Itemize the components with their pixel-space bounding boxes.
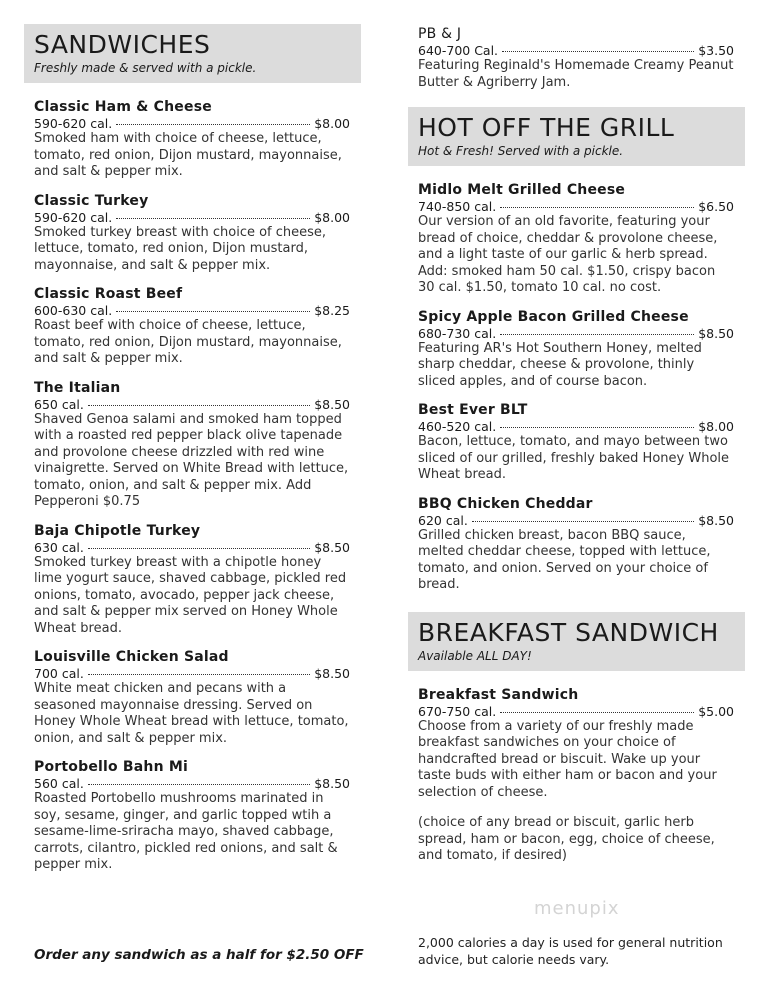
item-name: BBQ Chicken Cheddar (418, 495, 593, 512)
item-name: Breakfast Sandwich (418, 686, 579, 703)
item-description: Featuring AR's Hot Southern Honey, melted sharp cheddar, cheese & provolone, thinly sliced apples, and of course bacon. (418, 340, 702, 389)
menu-item-classic-turkey (34, 193, 350, 275)
item-calories: 620 cal. (418, 512, 468, 528)
item-name: Best Ever BLT (418, 402, 528, 418)
item-calories: 460-520 cal. (418, 419, 497, 434)
item-name: Classic Roast Beef (34, 286, 183, 302)
item-price: $5.00 (698, 703, 734, 719)
menu-item-baja-chipotle-turkey (34, 523, 350, 638)
section-title: BREAKFAST SANDWICH (418, 617, 719, 647)
item-calories: 740-850 cal. (418, 199, 497, 214)
item-price: $8.50 (698, 512, 734, 528)
item-calories: 560 cal. (34, 776, 84, 791)
item-name: Portobello Bahn Mi (34, 759, 188, 775)
watermark: menupix (534, 898, 620, 919)
menu-item-bbq-chicken-cheddar (418, 496, 734, 594)
item-name: Spicy Apple Bacon Grilled Cheese (418, 308, 689, 325)
nutrition-disclaimer: 2,000 calories a day is used for general nutrition advice, but calorie needs vary. (418, 935, 723, 967)
menu-item-louisville-chicken-salad (34, 649, 350, 747)
leader-dots (88, 784, 310, 785)
item-description: Bacon, lettuce, tomato, and mayo between two sliced of our grilled, freshly baked Honey Whole Wheat bread. (418, 434, 730, 482)
item-price: $8.00 (698, 419, 734, 434)
item-calories: 650 cal. (34, 396, 84, 412)
section-title: HOT OFF THE GRILL (418, 113, 675, 142)
leader-dots (116, 218, 310, 219)
breakfast-banner (408, 612, 745, 671)
menu-item-portobello-bahn-mi (34, 759, 350, 874)
item-name: Midlo Melt Grilled Cheese (418, 182, 626, 198)
menu-item-spicy-apple-bacon (418, 309, 734, 391)
item-name: Classic Ham & Cheese (34, 99, 212, 115)
leader-dots (500, 207, 694, 208)
right-column (408, 0, 745, 877)
item-calories: 670-750 cal. (418, 703, 497, 719)
item-description: Featuring Reginald's Homemade Creamy Peanut Butter & Agriberry Jam. (418, 58, 734, 90)
item-calories: 630 cal. (34, 539, 84, 555)
menu-item-classic-roast-beef (34, 286, 350, 368)
menu-item-best-ever-blt (418, 402, 734, 484)
menu-item-midlo-melt (418, 182, 734, 297)
leader-dots (88, 548, 310, 549)
item-name: PB & J (418, 26, 462, 42)
item-price: $8.50 (314, 776, 350, 791)
item-name: The Italian (34, 379, 121, 396)
grill-banner (408, 107, 745, 166)
item-description: Choose from a variety of our freshly made breakfast sandwiches on your choice of handcrafted bread or biscuit. Wake up your taste buds with either ham or bacon and your selection of cheese. (418, 718, 717, 800)
item-price: $8.00 (314, 209, 350, 225)
item-price: $8.50 (314, 539, 350, 555)
item-description: Roast beef with choice of cheese, lettuce, tomato, red onion, Dijon mustard, mayonnaise, and salt & pepper mix. (34, 318, 342, 366)
item-description: Grilled chicken breast, bacon BBQ sauce, melted cheddar cheese, topped with lettuce, tomato, and onion. Served on your choice of bread. (418, 527, 711, 592)
leader-dots (500, 712, 694, 713)
item-name: Louisville Chicken Salad (34, 649, 229, 665)
item-calories: 680-730 cal. (418, 325, 497, 341)
half-sandwich-offer: Order any sandwich as a half for $2.50 OFF (34, 947, 364, 963)
item-description: Smoked turkey breast with choice of cheese, lettuce, tomato, red onion, Dijon mustard, mayonnaise, and salt & pepper mix. (34, 224, 327, 273)
item-description: Smoked ham with choice of cheese, lettuce, tomato, red onion, Dijon mustard, mayonnaise, and salt & pepper mix. (34, 131, 342, 179)
left-column (24, 0, 361, 886)
item-calories: 600-630 cal. (34, 303, 113, 318)
menu-item-the-italian (34, 380, 350, 511)
item-description: Our version of an old favorite, featuring your bread of choice, cheddar & provolone cheese, and a light taste of our garlic & herb spread. Add: smoked ham 50 cal. $1.50, crispy bacon 30 cal. $1.50, tomato 10 cal. no cost. (418, 214, 718, 295)
sandwiches-banner (24, 24, 361, 83)
leader-dots (88, 405, 310, 406)
item-price: $3.50 (698, 43, 734, 58)
leader-dots (502, 51, 694, 52)
leader-dots (116, 311, 310, 312)
item-price: $8.00 (314, 116, 350, 131)
leader-dots (116, 124, 310, 125)
menu-item-breakfast-sandwich (418, 687, 734, 865)
section-subtitle: Available ALL DAY! (418, 648, 532, 663)
item-price: $8.25 (314, 303, 350, 318)
item-name: Classic Turkey (34, 192, 149, 209)
item-description: Roasted Portobello mushrooms marinated in soy, sesame, ginger, and garlic topped wtih a sesame-lime-sriracha mayo, shaved cabbage, carrots, cilantro, pickled red onions, and salt & pepper mix. (34, 791, 338, 872)
menu-item-classic-ham-cheese (34, 99, 350, 181)
menu-item-pb-j (418, 26, 734, 91)
section-subtitle: Freshly made & served with a pickle. (34, 61, 257, 75)
leader-dots (88, 674, 310, 675)
leader-dots (500, 334, 694, 335)
item-calories: 590-620 cal. (34, 116, 113, 131)
item-calories: 640-700 Cal. (418, 43, 499, 58)
item-price: $8.50 (314, 396, 350, 412)
item-description: Smoked turkey breast with a chipotle honey lime yogurt sauce, shaved cabbage, pickled red onions, tomato, avocado, pepper jack cheese, and salt & pepper mix served on Honey Whole Wheat bread. (34, 554, 347, 636)
leader-dots (472, 521, 694, 522)
item-price: $6.50 (698, 199, 734, 214)
item-description: Shaved Genoa salami and smoked ham topped with a roasted red pepper black olive tapenade and provolone cheese drizzled with red wine vinaigrette. Served on White Bread with lettuce, tomato, onion, and salt & pepper mix. Add Pepperoni $0.75 (34, 411, 349, 509)
item-calories: 590-620 cal. (34, 209, 113, 225)
item-description: White meat chicken and pecans with a seasoned mayonnaise dressing. Served on Honey Whole Wheat bread with lettuce, tomato, onion, and salt & pepper mix. (34, 681, 349, 746)
item-price: $8.50 (698, 325, 734, 341)
item-price: $8.50 (314, 666, 350, 681)
section-subtitle: Hot & Fresh! Served with a pickle. (418, 144, 624, 158)
section-title: SANDWICHES (34, 30, 211, 59)
leader-dots (500, 427, 694, 428)
item-name: Baja Chipotle Turkey (34, 522, 201, 539)
breakfast-options-note: (choice of any bread or biscuit, garlic herb spread, ham or bacon, egg, choice of cheese, and tomato, if desired) (418, 815, 715, 863)
item-calories: 700 cal. (34, 666, 84, 681)
